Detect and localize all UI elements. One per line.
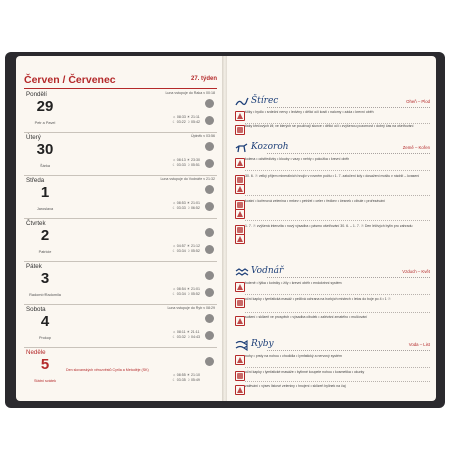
info-text: kostní • kořenová zelenina • mrkev • petržel • celer • ředkev • česnek • cibule • prořezávání [245,199,385,203]
sun-times: ☼ 08:55 ☀ 21:10 ☾ 03:35 ☽ 05:49 [172,373,200,382]
day-number: 2 [40,227,50,244]
body-icon [235,158,245,168]
row-divider [245,195,430,196]
sign-element: Země – Kořen [402,145,430,150]
day-wednesday [24,176,217,219]
info-text: oční kapky • lymfatické masáže • bylinné koupele nohou • kosmetika • okurky [245,370,365,374]
day-number: 29 [36,98,54,115]
sunset: 21:01 [191,201,200,205]
day-number: 30 [36,141,54,158]
day-name: Neděle [26,349,46,356]
moonset: 05:49 [190,378,200,382]
health-icon [235,298,245,308]
sunrise: 04:57 [176,244,186,248]
left-page [16,56,223,401]
holiday-note: Den slovanských věrozvěstů Cyrila a Metoděje (SK) [66,368,149,372]
sunrise: 08:55 [176,373,186,377]
health-icon [235,371,245,381]
fish-icon [235,339,249,351]
header-rule [267,350,430,351]
body-icon [235,111,245,121]
garden-icon [235,316,245,326]
moon-phase-icon [205,159,214,168]
sunset: 21:11 [190,330,200,334]
sign-name: Štírec [251,96,279,106]
right-page [227,56,436,401]
info-text: sušení • sklizeň ve prospěch • výsadba cibulek • zalévání zrnatého • mulčování [245,315,368,319]
name-day: Patricie [38,250,52,254]
info-row [233,384,430,396]
moon-note: Úplněk v 03:56 [191,134,215,138]
info-text: zalévání • výsev listové zeleniny • hnojení • sklizeň bylinek na čaj [245,384,346,388]
sign-section-scorpio [233,96,430,138]
day-name: Pátek [26,263,42,270]
day-number: 1 [40,184,50,201]
sun-times: ☼ 08:54 ☀ 21:01 ☾ 03:34 ☽ 05:52 [172,287,200,296]
moonset: 05:52 [190,249,200,253]
info-text: štíky • bydlo • srdeční nervy • ledviny • dělicí oči kosti • nalomy • záda • krevní oběh [245,110,374,114]
moonrise: 03:35 [176,378,186,382]
sign-element: Voda – List [408,342,430,347]
plant-icon [235,209,245,219]
info-row [233,354,430,368]
name-day: Státní svátek [34,379,56,383]
sunrise: 08:53 [176,201,186,205]
moon-phase-icon [205,245,214,254]
sunset: 23:30 [191,158,200,162]
sun-times: ☼ 08:11 ☀ 21:11 ☾ 03:32 ☽ 04:43 [172,330,200,339]
row-divider [245,381,430,382]
day-name: Čtvrtek [26,220,46,227]
name-day: Petr a Pavel [34,121,56,125]
moon-phase-icon [205,228,214,237]
info-row [233,370,430,382]
sign-header [233,339,430,352]
row-divider [245,220,430,221]
row-divider [245,170,430,171]
sunset: 21:12 [191,244,200,248]
row-divider [245,312,430,313]
day-number: 3 [40,270,50,287]
day-sunday [24,348,217,390]
sign-name: Vodnář [251,266,284,276]
sign-section-aquarius [233,266,430,334]
moonset: 06:52 [190,206,200,210]
sign-header [233,266,430,279]
info-text: 30. 6. ☉ velký příjem minerálních hnojiv v rovném počtu • 1. 7. zatočení kdy • dosažení moštu v nádrži – kvasení [245,174,420,178]
water-bearer-icon [235,266,249,278]
moonset: 05:42 [191,120,200,124]
moonset: 05:51 [190,163,200,167]
moon-note: Luna vstupuje do Ryb v 08:29 [167,306,215,310]
sunrise: 08:13 [176,158,186,162]
header-rule [267,153,430,154]
tool-icon [235,234,245,244]
info-row [233,281,430,295]
info-row [233,297,430,313]
moonset: 04:43 [191,335,200,339]
info-text: oční kapky • lymfatická masáž • pečlivá ochrana na horkých místech • letos do boje po 4 • 1 ☉ [245,297,391,301]
scorpion-icon [235,96,249,108]
row-divider [245,367,430,368]
moonset: 05:52 [190,292,200,296]
moonrise: 03:34 [176,249,186,253]
name-day: Šárka [40,164,50,168]
sun-times: ☼ 08:33 ☀ 21:11 ☾ 03:22 ☽ 05:42 [172,115,200,124]
moon-phase-icon [205,202,214,211]
moon-phase-icon [205,331,214,340]
header-rule [267,107,430,108]
sun-times: ☼ 08:13 ☀ 23:30 ☾ 03:33 ☽ 05:51 [172,158,200,167]
sun-times: ☼ 04:57 ☀ 21:12 ☾ 03:34 ☽ 05:52 [172,244,200,253]
moonrise: 03:33 [176,206,186,210]
info-text: nohy • prsty na nohou • chodidla • lymfatický a nervový systém [245,354,342,358]
sunrise: 08:11 [176,330,186,334]
week-header [24,74,217,89]
care-icon [235,184,245,194]
day-monday [24,90,217,133]
info-row [233,157,430,171]
month-title: Červen / Červenec [24,74,116,86]
goat-icon [235,142,249,154]
info-text: tlaky křečových žil; ve kterých se používají slunce • dělicí oči • zvýšenou pozornost • dobrý čas na ošetřování [245,124,414,128]
row-divider [245,294,430,295]
sunrise: 08:54 [176,287,186,291]
sign-header [233,142,430,155]
info-row [233,110,430,124]
sunrise: 08:33 [176,115,186,119]
day-name: Úterý [26,134,41,141]
day-tuesday [24,133,217,176]
sunset: 21:10 [191,373,200,377]
sign-element: Oheň – Plod [406,99,430,104]
day-thursday [24,219,217,262]
moon-phase-icon [205,99,214,108]
moonrise: 03:33 [176,163,186,167]
moon-phase-icon [205,185,214,194]
moonrise: 03:34 [176,292,186,296]
day-number: 4 [40,313,50,330]
sign-name: Ryby [251,339,274,349]
sunset: 21:01 [191,287,200,291]
moonrise: 03:22 [176,120,186,124]
sign-header [233,96,430,109]
info-row [233,199,430,221]
info-row [233,315,430,331]
sign-section-pisces [233,339,430,399]
name-day: Radomír/Radomila [29,293,61,297]
day-name: Středa [26,177,45,184]
moon-phase-icon [205,142,214,151]
moon-phase-icon [205,116,214,125]
week-number: 27. týden [190,76,217,82]
sign-name: Kozoroh [251,142,289,152]
sun-times: ☼ 08:53 ☀ 21:01 ☾ 03:33 ☽ 06:52 [172,201,200,210]
day-name: Pondělí [26,91,47,98]
moon-phase-icon [205,288,214,297]
day-saturday [24,305,217,348]
info-row [233,224,430,246]
header-rule [267,277,430,278]
garden-icon [235,385,245,395]
day-friday [24,262,217,305]
moon-phase-icon [205,314,214,323]
moon-phase-icon [205,357,214,366]
info-text: holeně • lýtka • kotníky • žíly • krevní oběh • endokrinní systém [245,281,342,285]
day-name: Sobota [26,306,46,313]
name-day: Jaroslava [36,207,54,211]
garden-icon [235,125,245,135]
moonrise: 03:32 [176,335,186,339]
info-row [233,124,430,138]
info-text: 1. 7. ☉ zvýšená intenzita • nový výsadba • pásmo ošetřování 30. 6. – 1. 7. ☉ Den léčivých bylin pro zahradu [245,224,413,228]
name-day: Prokop [38,336,52,340]
body-icon [235,355,245,365]
sign-section-capricorn [233,142,430,262]
sunset: 21:11 [191,115,200,119]
moon-phase-icon [205,271,214,280]
info-text: kolena • odstředivky • klouby • vazy • nehty • pokožka • krevní oběh [245,157,350,161]
day-number: 5 [40,356,50,373]
moon-note: Luna vstupuje do Raka v 00:18 [165,91,215,95]
info-row [233,174,430,196]
moon-note: Luna vstupuje do Vodnáře v 21:32 [160,177,215,181]
body-icon [235,282,245,292]
sign-element: Vzduch – Květ [402,269,430,274]
